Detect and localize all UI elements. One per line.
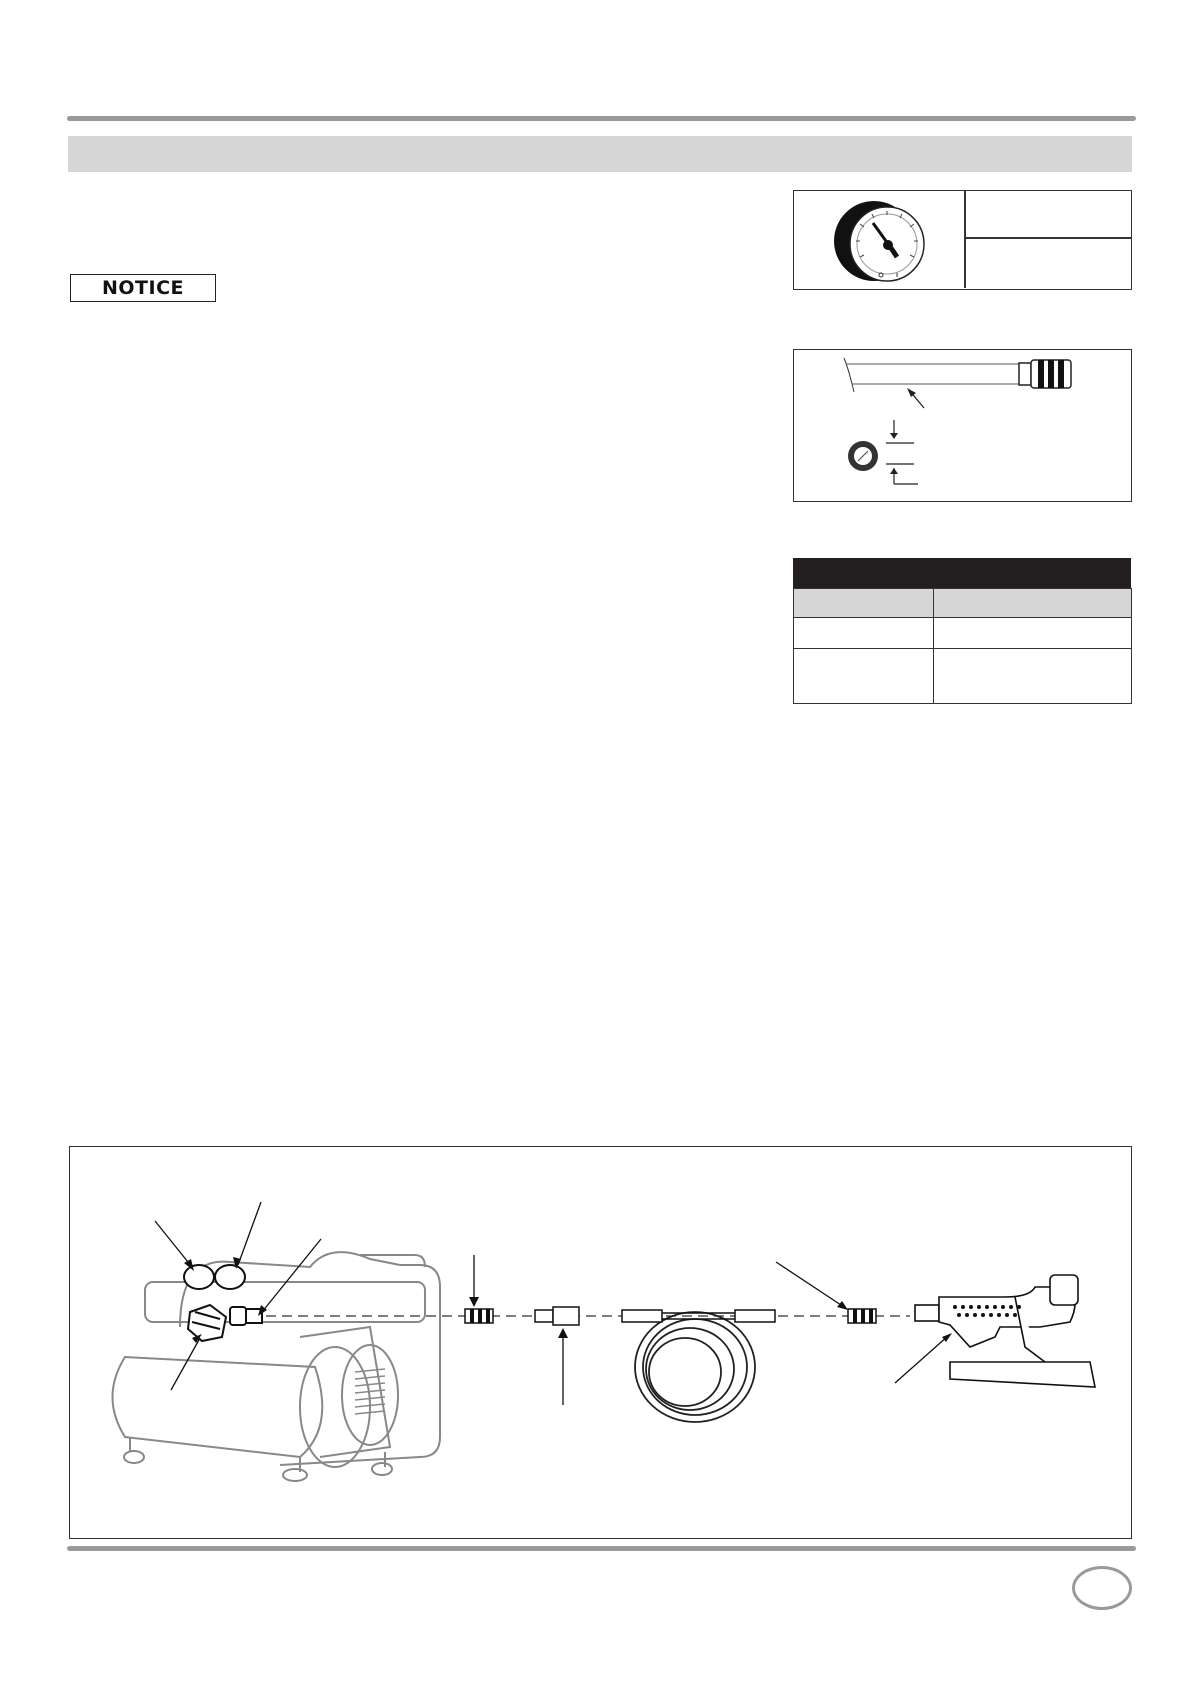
bottom-rule <box>67 1546 1136 1551</box>
gauge-panel-row-divider <box>965 237 1131 239</box>
table-row <box>794 649 1132 704</box>
table-cell <box>794 618 934 649</box>
assembly-panel <box>69 1146 1132 1539</box>
page-number-badge <box>1072 1566 1132 1610</box>
gauge-panel-divider <box>964 191 966 288</box>
table-row <box>794 589 1132 618</box>
air-hose-diagram-icon <box>794 350 1130 500</box>
gauge-panel <box>793 190 1132 290</box>
table-cell <box>794 649 934 704</box>
spec-table <box>793 588 1132 704</box>
spec-table-header <box>793 558 1131 588</box>
table-cell <box>934 649 1132 704</box>
table-cell <box>794 589 934 618</box>
table-cell <box>934 618 1132 649</box>
section-header-band <box>68 136 1132 172</box>
hose-panel <box>793 349 1132 502</box>
notice-label: NOTICE <box>70 274 216 302</box>
compressor-hose-nailer-assembly-icon <box>70 1147 1130 1537</box>
table-cell <box>934 589 1132 618</box>
pressure-gauge-icon <box>794 191 964 288</box>
top-rule <box>67 116 1136 121</box>
table-row <box>794 618 1132 649</box>
